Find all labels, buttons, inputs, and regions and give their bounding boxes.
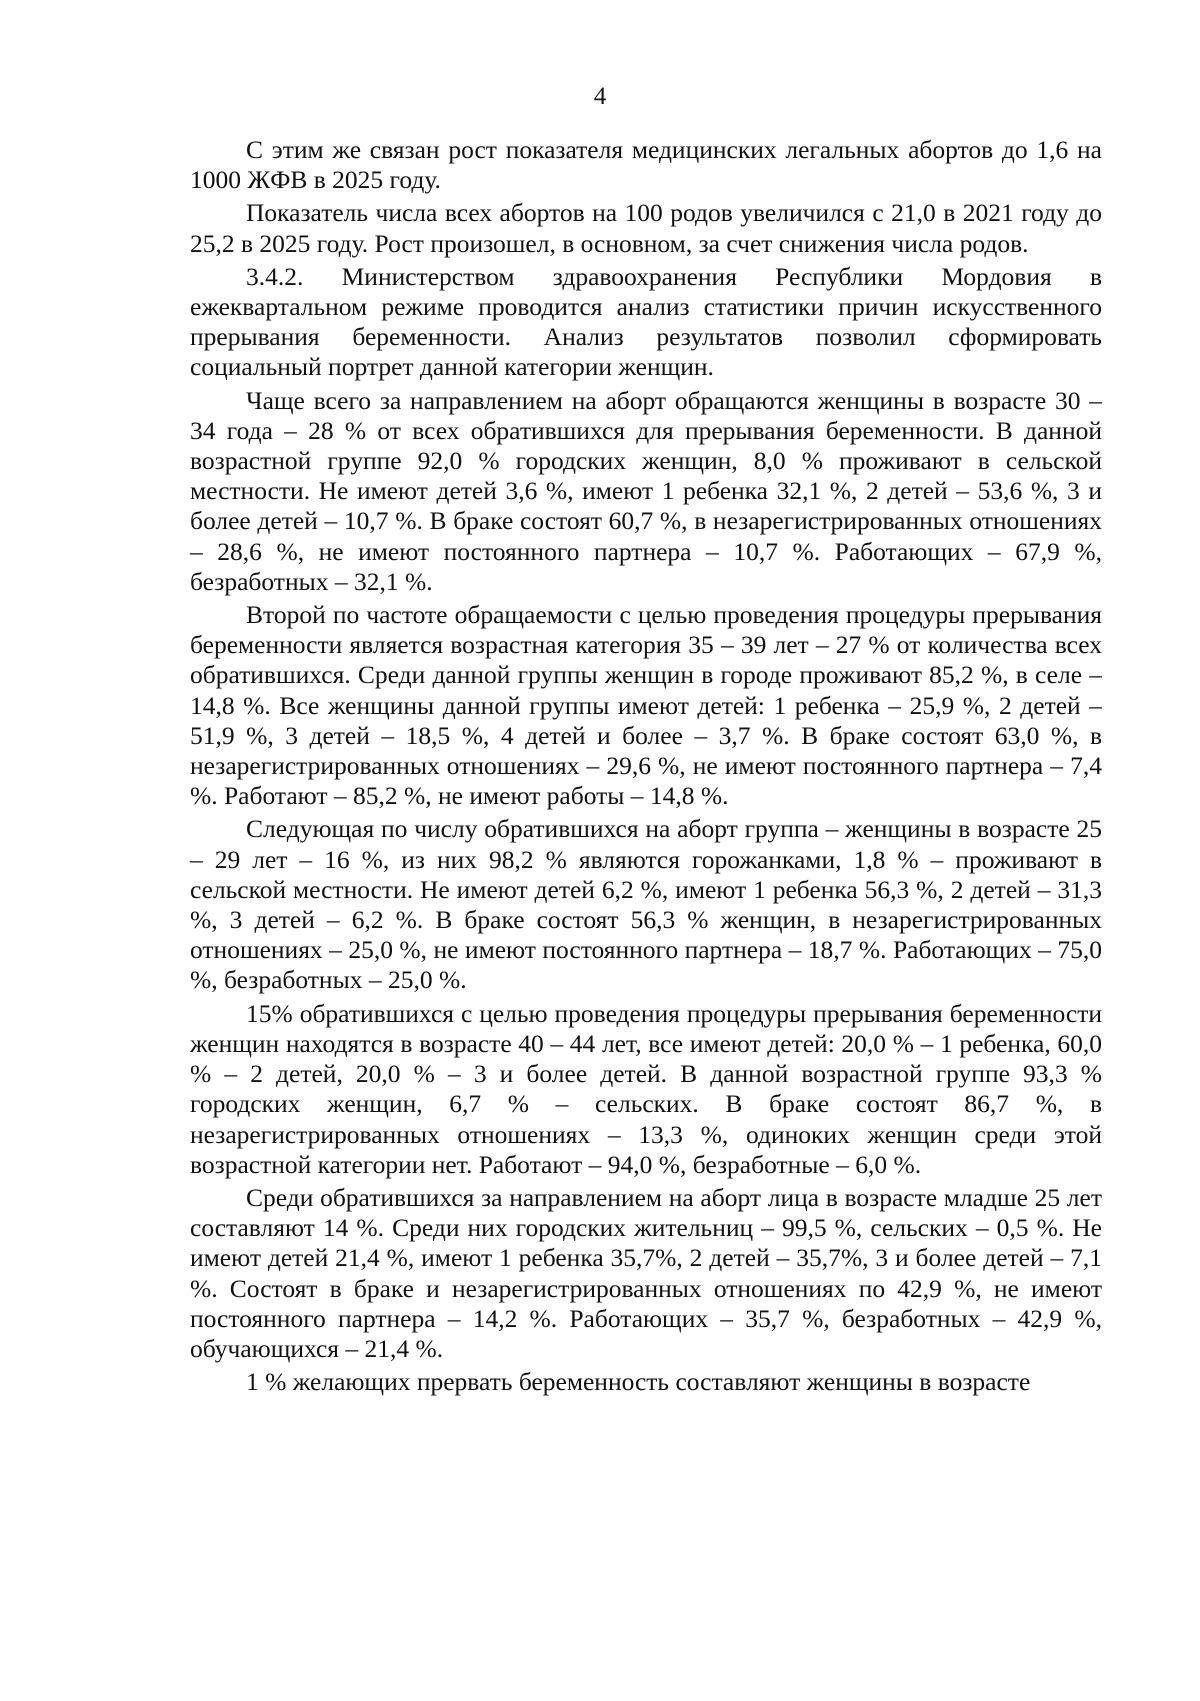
paragraph: Показатель числа всех абортов на 100 родов увеличился с 21,0 в 2021 году до 25,2 в 2025 году. Рост произошел, в основном, за счет снижения числа родов. bbox=[190, 198, 1102, 258]
page-number: 4 bbox=[593, 83, 607, 110]
document-body bbox=[190, 135, 1102, 1400]
paragraph: Чаще всего за направлением на аборт обращаются женщины в возрасте 30 – 34 года – 28 % от всех обратившихся для прерывания беременности. В данной возрастной группе 92,0 % городских женщин, 8,0 % проживают в сельской местности. Не имеют детей 3,6 %, имеют 1 ребенка 32,1 %, 2 детей – 53,6 %, 3 и более детей – 10,7 %. В браке состоят 60,7 %, в незарегистрированных отношениях – 28,6 %, не имеют постоянного партнера – 10,7 %. Работающих – 67,9 %, безработных – 32,1 %. bbox=[190, 385, 1102, 596]
paragraph: Среди обратившихся за направлением на аборт лица в возрасте младше 25 лет составляют 14 %. Среди них городских жительниц – 99,5 %, сельских – 0,5 %. Не имеют детей 21,4 %, имеют 1 ребенка 35,7%, 2 детей – 35,7%, 3 и более детей – 7,1 %. Состоят в браке и незарегистрированных отношениях по 42,9 %, не имеют постоянного партнера – 14,2 %. Работающих – 35,7 %, безработных – 42,9 %, обучающихся – 21,4 %. bbox=[190, 1182, 1102, 1363]
paragraph: 3.4.2. Министерством здравоохранения Республики Мордовия в ежеквартальном режиме проводится анализ статистики причин искусственного прерывания беременности. Анализ результатов позволил сформировать социальный портрет данной категории женщин. bbox=[190, 261, 1102, 382]
paragraph: 1 % желающих прервать беременность составляют женщины в возрасте bbox=[246, 1367, 1031, 1397]
paragraph: 15% обратившихся с целью проведения процедуры прерывания беременности женщин находятся в возрасте 40 – 44 лет, все имеют детей: 20,0 % – 1 ребенка, 60,0 % – 2 детей, 20,0 % – 3 и более детей. В данной возрастной группе 93,3 % городских женщин, 6,7 % – сельских. В браке состоят 86,7 %, в незарегистрированных отношениях – 13,3 %, одиноких женщин среди этой возрастной категории нет. Работают – 94,0 %, безработные – 6,0 %. bbox=[190, 998, 1102, 1179]
paragraph: Второй по частоте обращаемости с целью проведения процедуры прерывания беременности является возрастная категория 35 – 39 лет – 27 % от количества всех обратившихся. Среди данной группы женщин в городе проживают 85,2 %, в селе – 14,8 %. Все женщины данной группы имеют детей: 1 ребенка – 25,9 %, 2 детей – 51,9 %, 3 детей – 18,5 %, 4 детей и более – 3,7 %. В браке состоят 63,0 %, в незарегистрированных отношениях – 29,6 %, не имеют постоянного партнера – 7,4 %. Работают – 85,2 %, не имеют работы – 14,8 %. bbox=[190, 600, 1102, 811]
paragraph: С этим же связан рост показателя медицинских легальных абортов до 1,6 на 1000 ЖФВ в 2025 году. bbox=[190, 135, 1102, 195]
paragraph: Следующая по числу обратившихся на аборт группа – женщины в возрасте 25 – 29 лет – 16 %, из них 98,2 % являются горожанками, 1,8 % – проживают в сельской местности. Не имеют детей 6,2 %, имеют 1 ребенка 56,3 %, 2 детей – 31,3 %, 3 детей – 6,2 %. В браке состоят 56,3 % женщин, в незарегистрированных отношениях – 25,0 %, не имеют постоянного партнера – 18,7 %. Работающих – 75,0 %, безработных – 25,0 %. bbox=[190, 814, 1102, 995]
